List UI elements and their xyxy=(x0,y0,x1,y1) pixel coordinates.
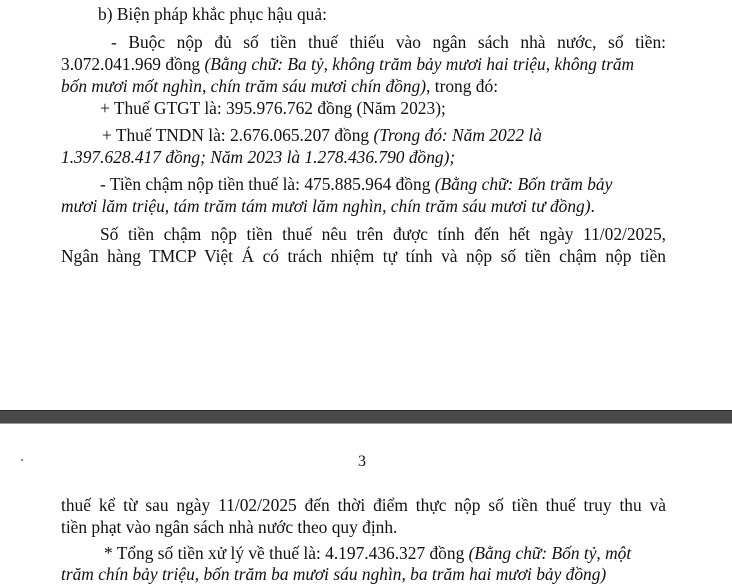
cit-line-1 xyxy=(102,124,666,146)
period: . xyxy=(590,196,595,216)
remedy-item-1-line-1: - Buộc nộp đủ số tiền thuế thiếu vào ngân sách nhà nước, số tiền: xyxy=(111,32,666,52)
paragraph-line-1: Số tiền chậm nộp tiền thuế nêu trên được tính đến hết ngày 11/02/2025, xyxy=(100,224,666,244)
cit-breakdown: (Trong đó: Năm 2022 là xyxy=(373,125,542,145)
remedy-item-1-line-3 xyxy=(61,75,498,97)
late-payment-amount: - Tiền chậm nộp tiền thuế là: 475.885.964 đồng xyxy=(100,174,435,194)
total-line-1 xyxy=(104,542,666,564)
total-amount: * Tổng số tiền xử lý về thuế là: 4.197.436.327 đồng xyxy=(104,543,469,563)
scan-speck xyxy=(21,459,23,461)
page-number: 3 xyxy=(358,453,366,470)
amount-in-words: (Bằng chữ: Ba tỷ, không trăm bảy mươi hai triệu, không trăm xyxy=(204,54,635,74)
amount-text: 3.072.041.969 đồng xyxy=(61,54,205,74)
amount-in-words-cont: bốn mươi mốt nghìn, chín trăm sáu mươi chín đồng) xyxy=(61,76,427,96)
page-separator xyxy=(0,410,732,424)
paragraph-line-2: Ngân hàng TMCP Việt Á có trách nhiệm tự tính và nộp số tiền chậm nộp tiền xyxy=(61,246,666,266)
remedy-item-1-line-2 xyxy=(61,53,666,75)
total-in-words: (Bằng chữ: Bốn tỷ, một xyxy=(468,543,632,563)
vat-line: + Thuế GTGT là: 395.976.762 đồng (Năm 2023); xyxy=(100,98,446,118)
cit-amount: + Thuế TNDN là: 2.676.065.207 đồng xyxy=(102,125,374,145)
late-payment-line-1 xyxy=(100,173,666,195)
late-payment-in-words: (Bằng chữ: Bốn trăm bảy xyxy=(434,174,613,194)
continued-paragraph-line-1: thuế kể từ sau ngày 11/02/2025 đến thời điểm thực nộp số tiền thuế truy thu và xyxy=(61,495,666,515)
continued-paragraph-line-2: tiền phạt vào ngân sách nhà nước theo quy định. xyxy=(61,517,398,537)
section-heading: b) Biện pháp khắc phục hậu quả: xyxy=(98,4,327,24)
late-payment-line-2 xyxy=(61,195,595,217)
late-payment-in-words-cont: mươi lăm triệu, tám trăm tám mươi lăm nghìn, chín trăm sáu mươi tư đồng) xyxy=(61,196,591,216)
total-line-2: trăm chín bảy triệu, bốn trăm ba mươi sáu nghìn, ba trăm hai mươi bảy đồng) xyxy=(61,564,607,584)
cit-line-2: 1.397.628.417 đồng; Năm 2023 là 1.278.436.790 đồng); xyxy=(61,147,456,167)
trailing-text: , trong đó: xyxy=(426,76,499,96)
